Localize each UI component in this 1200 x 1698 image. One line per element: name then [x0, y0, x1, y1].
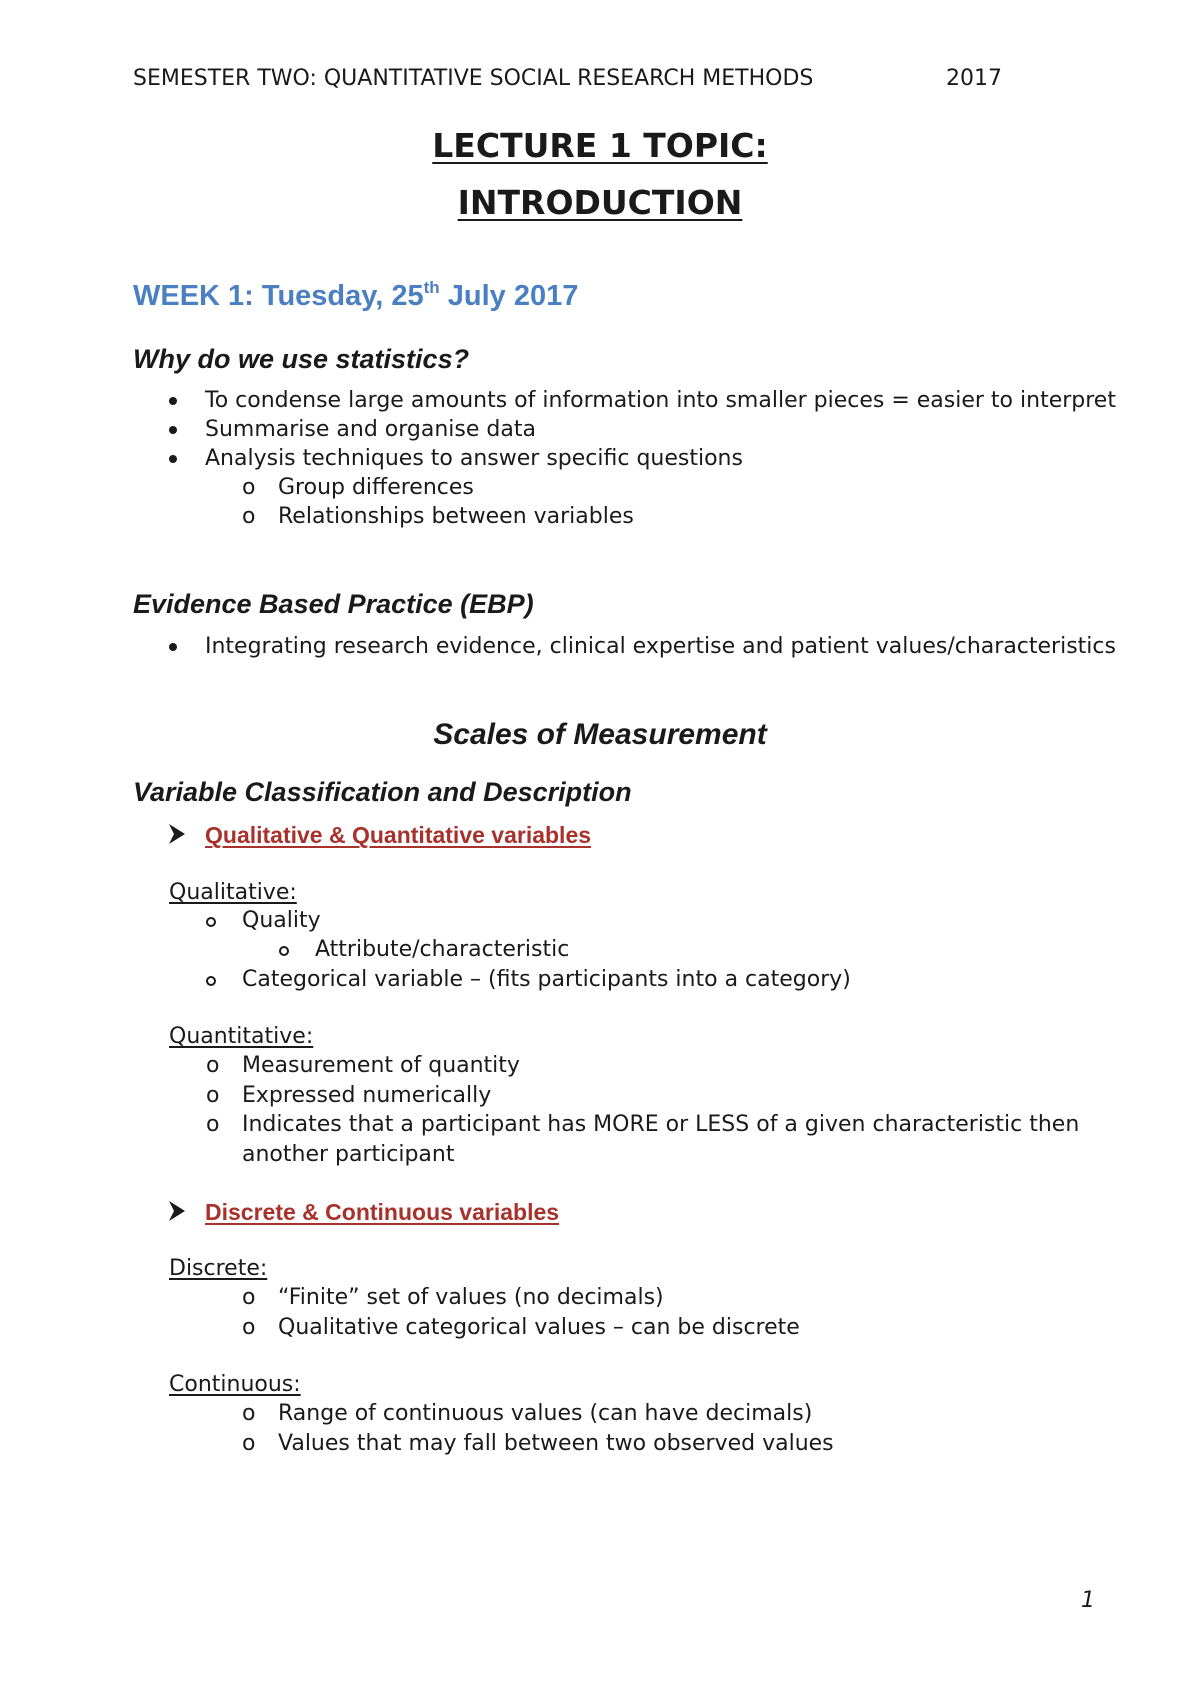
stats-sub-2: Relationships between variables — [278, 504, 634, 529]
stats-bullet-2: Summarise and organise data — [205, 417, 536, 442]
quantitative-item-2: Expressed numerically — [242, 1083, 492, 1108]
arrow-icon — [167, 823, 187, 849]
sub-bullet-marker: o — [242, 475, 256, 500]
sub-bullet-marker: o — [206, 1083, 220, 1108]
quantitative-item-1: Measurement of quantity — [242, 1053, 520, 1078]
discrete-item-2: Qualitative categorical values – can be discrete — [278, 1315, 800, 1340]
running-header-course: SEMESTER TWO: QUANTITATIVE SOCIAL RESEARCH METHODS — [133, 66, 814, 91]
ring-bullet — [279, 946, 289, 956]
ring-bullet — [206, 917, 216, 927]
ring-bullet — [206, 976, 216, 986]
sub-bullet-marker: o — [242, 504, 256, 529]
sub-bullet-marker: o — [242, 1315, 256, 1340]
discrete-item-1: “Finite” set of values (no decimals) — [278, 1285, 664, 1310]
qualitative-item-3: Categorical variable – (fits participants into a category) — [242, 967, 851, 992]
page-title-line1: LECTURE 1 TOPIC: — [432, 126, 768, 165]
week-suffix: July 2017 — [439, 280, 579, 312]
week-heading — [133, 280, 578, 313]
week-superscript: th — [423, 278, 440, 297]
sub-bullet-marker: o — [206, 1112, 220, 1137]
running-header-year: 2017 — [946, 66, 1002, 91]
sub-bullet-marker: o — [242, 1285, 256, 1310]
week-prefix: WEEK 1: Tuesday, 25 — [133, 280, 424, 312]
variable-classification-heading: Variable Classification and Description — [133, 777, 632, 807]
stats-sub-1: Group differences — [278, 475, 474, 500]
sub-bullet-marker: o — [206, 1053, 220, 1078]
quantitative-item-3-cont: another participant — [242, 1142, 455, 1167]
qualitative-item-2: Attribute/characteristic — [315, 937, 570, 962]
bullet-dot — [169, 397, 177, 405]
continuous-item-1: Range of continuous values (can have decimals) — [278, 1401, 813, 1426]
qualitative-label: Qualitative: — [169, 880, 297, 905]
continuous-label: Continuous: — [169, 1372, 301, 1397]
quantitative-item-3: Indicates that a participant has MORE or LESS of a given characteristic then — [242, 1112, 1080, 1137]
sub-bullet-marker: o — [242, 1401, 256, 1426]
sub-bullet-marker: o — [242, 1431, 256, 1456]
page-number: 1 — [1081, 1588, 1095, 1613]
bullet-dot — [169, 455, 177, 463]
scales-heading: Scales of Measurement — [433, 718, 767, 751]
discrete-label: Discrete: — [169, 1256, 268, 1281]
ebp-bullet: Integrating research evidence, clinical expertise and patient values/characteristics — [205, 634, 1116, 659]
quantitative-label: Quantitative: — [169, 1024, 314, 1049]
page-title-line2: INTRODUCTION — [457, 183, 743, 222]
ebp-heading: Evidence Based Practice (EBP) — [133, 589, 534, 619]
disc-cont-title: Discrete & Continuous variables — [205, 1199, 560, 1225]
continuous-item-2: Values that may fall between two observed values — [278, 1431, 834, 1456]
bullet-dot — [169, 643, 177, 651]
stats-heading: Why do we use statistics? — [133, 344, 470, 374]
stats-bullet-1: To condense large amounts of information into smaller pieces = easier to interpret — [205, 388, 1116, 413]
arrow-icon — [167, 1200, 187, 1226]
qual-quant-title: Qualitative & Quantitative variables — [205, 822, 592, 848]
bullet-dot — [169, 426, 177, 434]
qualitative-item-1: Quality — [242, 908, 321, 933]
stats-bullet-3: Analysis techniques to answer specific questions — [205, 446, 743, 471]
